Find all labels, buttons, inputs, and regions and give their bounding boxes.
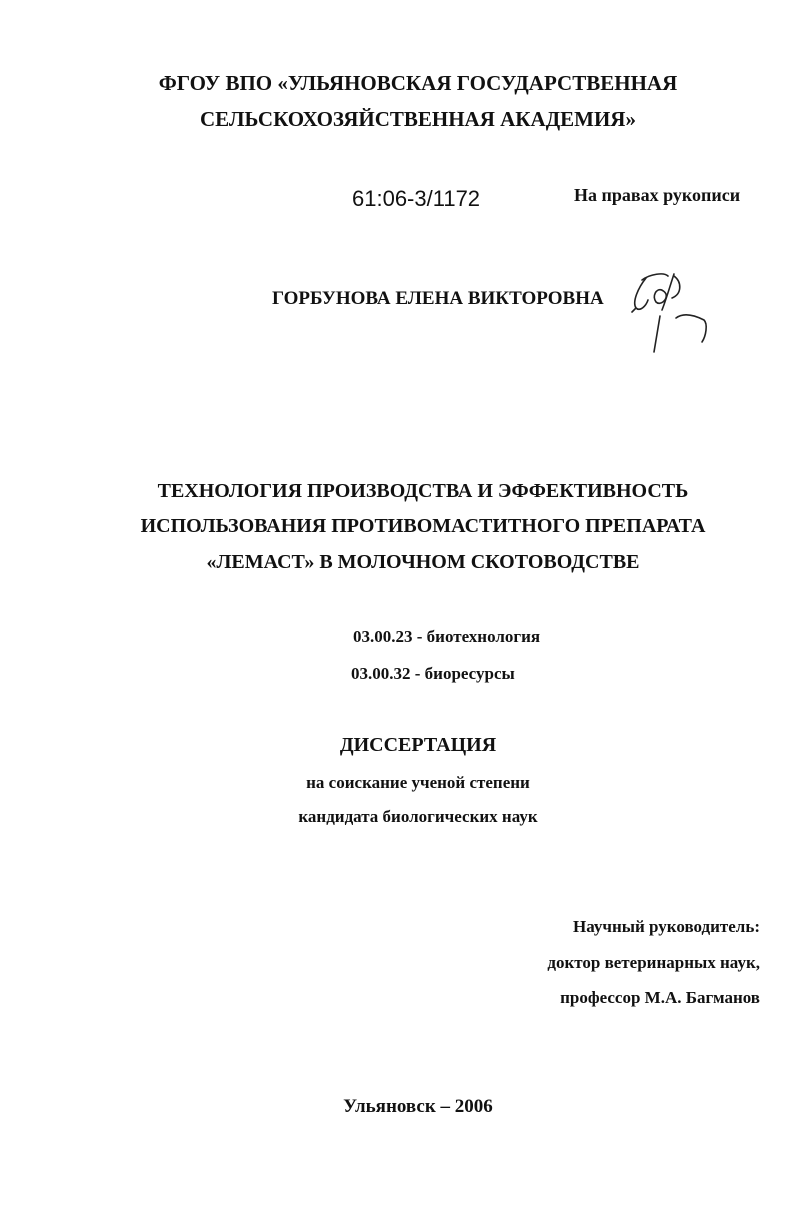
author-name: ГОРБУНОВА ЕЛЕНА ВИКТОРОВНА (272, 288, 604, 309)
specialty-1-code: 03.00.23 (353, 627, 413, 646)
specialty-1-name: биотехнология (426, 627, 541, 646)
specialty-1 (353, 627, 540, 647)
supervisor-label: Научный руководитель: (573, 917, 760, 936)
supervisor-degree: доктор ветеринарных наук, (547, 953, 760, 972)
thesis-title-line-3: «ЛЕМАСТ» В МОЛОЧНОМ СКОТОВОДСТВЕ (206, 551, 640, 573)
organization-line-1: ФГОУ ВПО «УЛЬЯНОВСКАЯ ГОСУДАРСТВЕННАЯ (158, 71, 678, 95)
specialty-2-separator: - (410, 664, 425, 683)
supervisor-name: профессор М.А. Багманов (560, 988, 760, 1007)
thesis-title-line-2: ИСПОЛЬЗОВАНИЯ ПРОТИВОМАСТИТНОГО ПРЕПАРАТА (140, 515, 706, 537)
manuscript-rights-note: На правах рукописи (574, 185, 741, 205)
thesis-title-line-1: ТЕХНОЛОГИЯ ПРОИЗВОДСТВА И ЭФФЕКТИВНОСТЬ (157, 480, 689, 502)
document-type: ДИССЕРТАЦИЯ (339, 734, 497, 756)
specialty-2-name: биоресурсы (424, 664, 515, 683)
degree-purpose-line-2: кандидата биологических наук (298, 807, 538, 826)
udc-code: 61:06-3/1172 (352, 186, 481, 211)
organization-line-2: СЕЛЬСКОХОЗЯЙСТВЕННАЯ АКАДЕМИЯ» (200, 107, 636, 131)
degree-purpose-line-1: на соискание ученой степени (306, 773, 530, 792)
handwritten-signature-icon (622, 266, 714, 358)
city-year: Ульяновск – 2006 (343, 1096, 493, 1117)
specialty-2 (351, 664, 515, 684)
specialty-2-code: 03.00.32 (351, 664, 411, 683)
specialty-1-separator: - (412, 627, 427, 646)
